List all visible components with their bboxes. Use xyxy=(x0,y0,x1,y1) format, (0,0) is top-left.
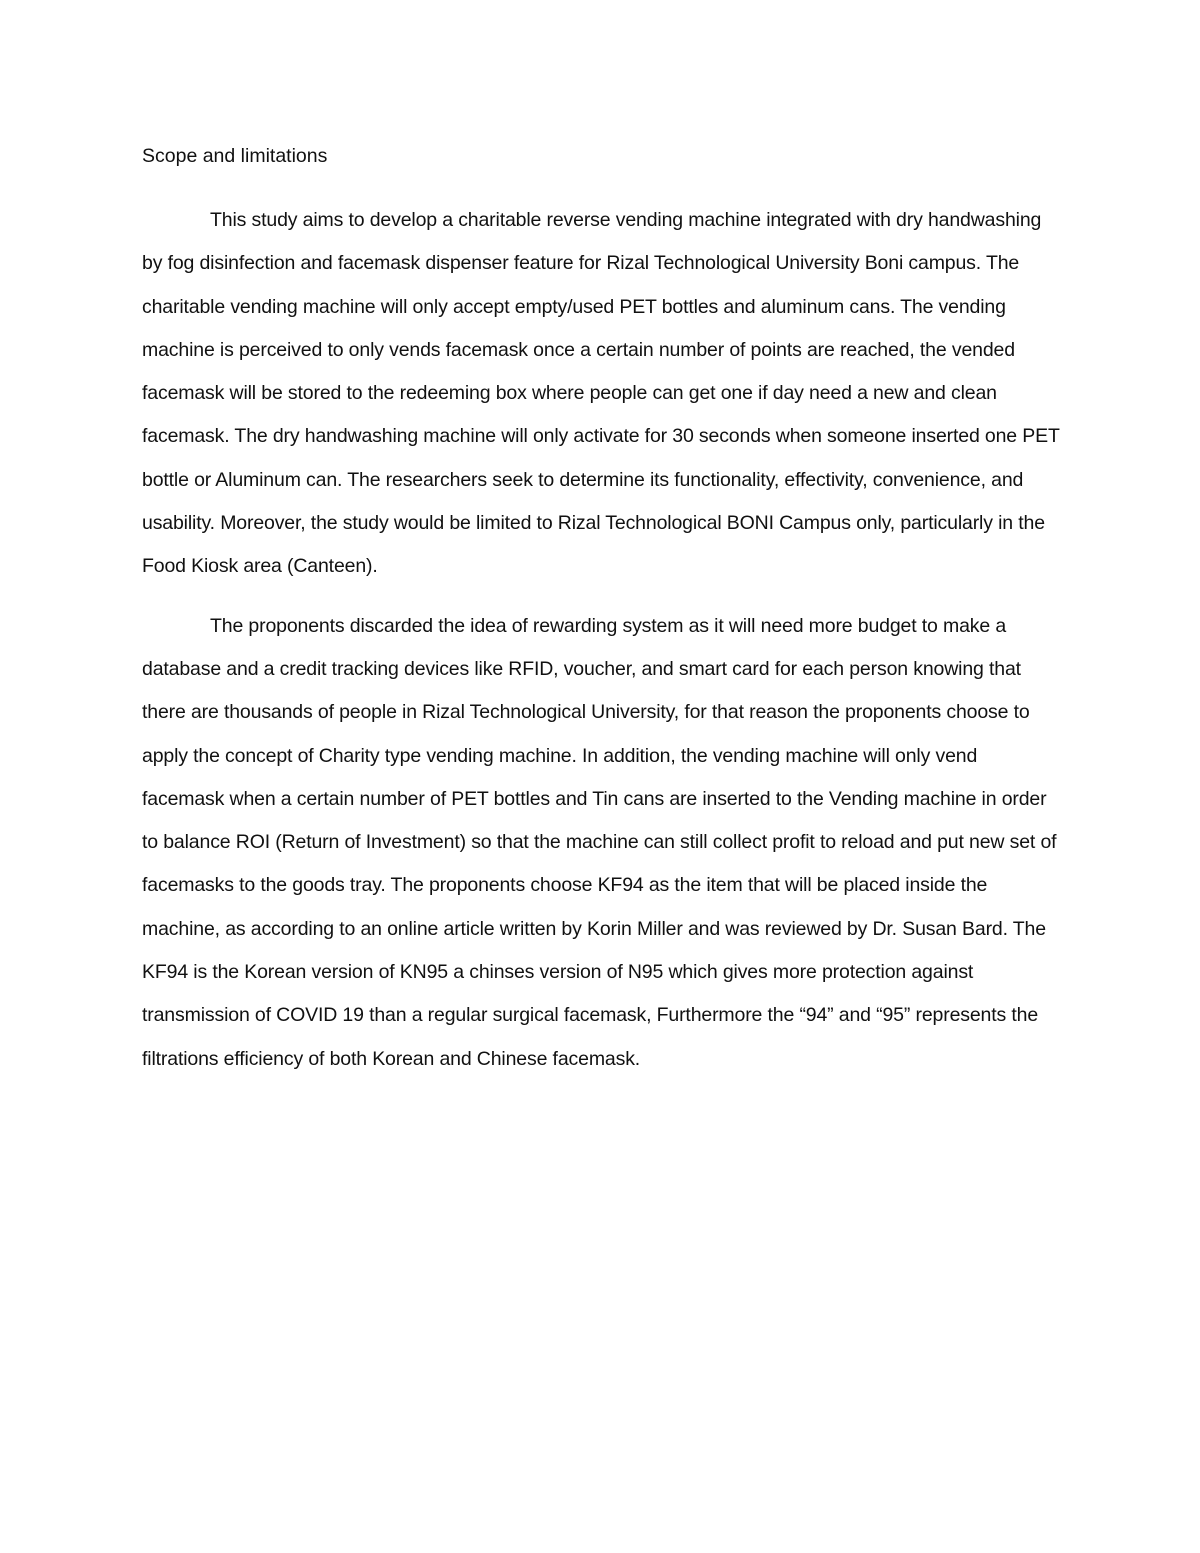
paragraph-limitations: The proponents discarded the idea of rewarding system as it will need more budget to make a database and a credit tracking devices like RFID, voucher, and smart card for each person knowing that there are thousands of people in Rizal Technological University, for that reason the proponents choose to apply the concept of Charity type vending machine. In addition, the vending machine will only vend facemask when a certain number of PET bottles and Tin cans are inserted to the Vending machine in order to balance ROI (Return of Investment) so that the machine can still collect profit to reload and put new set of facemasks to the goods tray. The proponents choose KF94 as the item that will be placed inside the machine, as according to an online article written by Korin Miller and was reviewed by Dr. Susan Bard. The KF94 is the Korean version of KN95 a chinses version of N95 which gives more protection against transmission of COVID 19 than a regular surgical facemask, Furthermore the “94” and “95” represents the filtrations efficiency of both Korean and Chinese facemask. xyxy=(142,614,1057,1070)
document-body xyxy=(142,139,1062,1081)
paragraph-scope: This study aims to develop a charitable reverse vending machine integrated with dry handwashing by fog disinfection and facemask dispenser feature for Rizal Technological University Boni campus. The charitable vending machine will only accept empty/used PET bottles and aluminum cans. The vending machine is perceived to only vends facemask once a certain number of points are reached, the vended facemask will be stored to the redeeming box where people can get one if day need a new and clean facemask. The dry handwashing machine will only activate for 30 seconds when someone inserted one PET bottle or Aluminum can. The researchers seek to determine its functionality, effectivity, convenience, and usability. Moreover, the study would be limited to Rizal Technological BONI Campus only, particularly in the Food Kiosk area (Canteen). xyxy=(142,209,1060,578)
section-heading: Scope and limitations xyxy=(142,145,328,167)
